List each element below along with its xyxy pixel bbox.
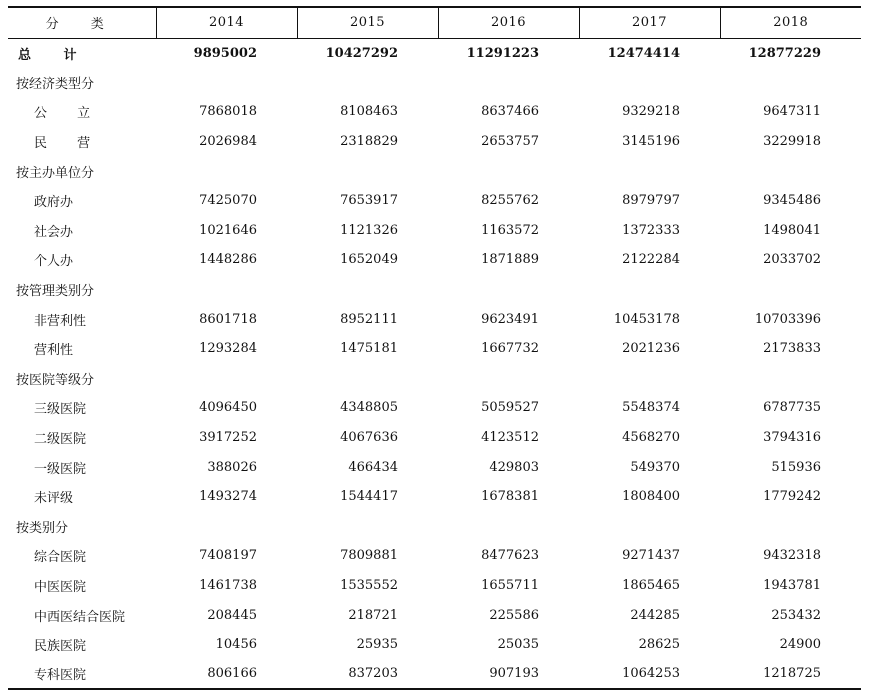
value-cell — [297, 364, 438, 394]
value-cell: 1475181 — [340, 341, 398, 357]
section-label: 按类别分 — [16, 520, 69, 536]
section-label: 按管理类别分 — [16, 284, 95, 300]
value-cell: 1218725 — [720, 659, 861, 689]
value-cell: 466434 — [348, 459, 398, 475]
value-cell — [579, 68, 720, 98]
table-row — [8, 304, 861, 334]
value-cell: 8477623 — [481, 548, 539, 564]
value-cell: 9329218 — [622, 104, 680, 120]
value-cell: 1678381 — [481, 489, 539, 505]
value-cell: 253432 — [771, 607, 821, 623]
value-cell: 907193 — [438, 659, 579, 689]
section-label: 按经济类型分 — [16, 76, 95, 92]
value-cell: 8108463 — [340, 104, 398, 120]
value-cell: 1535552 — [340, 577, 398, 593]
value-cell — [720, 364, 861, 394]
value-cell: 9623491 — [481, 311, 539, 327]
row-label: 三级医院 — [34, 402, 87, 418]
value-cell: 806166 — [156, 659, 297, 689]
value-cell — [156, 68, 297, 98]
table-row — [8, 334, 861, 364]
value-cell: 244285 — [630, 607, 680, 623]
value-cell: 1667732 — [481, 341, 539, 357]
value-cell: 1871889 — [481, 252, 539, 268]
category-column-header: 分 类 — [8, 7, 156, 38]
total-row — [8, 38, 861, 68]
value-cell: 1655711 — [481, 577, 539, 593]
value-cell — [156, 512, 297, 542]
value-cell: 25035 — [497, 637, 539, 653]
section-label: 按主办单位分 — [16, 165, 95, 181]
statistics-table-container — [8, 6, 861, 690]
value-cell: 4067636 — [340, 430, 398, 446]
value-cell: 1461738 — [199, 577, 257, 593]
row-label: 总 计 — [18, 47, 91, 63]
value-cell — [438, 68, 579, 98]
value-cell: 515936 — [771, 459, 821, 475]
section-label: 按医院等级分 — [16, 372, 95, 388]
value-cell — [438, 156, 579, 186]
hospital-statistics-table — [8, 6, 861, 690]
section-header-row — [8, 364, 861, 394]
value-cell: 12474414 — [607, 45, 680, 61]
table-body — [8, 38, 861, 689]
table-row — [8, 659, 861, 689]
value-cell: 28625 — [638, 637, 680, 653]
value-cell: 3794316 — [763, 430, 821, 446]
value-cell — [297, 68, 438, 98]
row-label: 非营利性 — [34, 313, 87, 329]
row-label: 二级医院 — [34, 432, 87, 448]
value-cell: 5059527 — [481, 400, 539, 416]
value-cell: 1021646 — [199, 222, 257, 238]
value-cell — [720, 68, 861, 98]
value-cell: 2033702 — [763, 252, 821, 268]
value-cell: 8601718 — [199, 311, 257, 327]
table-row — [8, 393, 861, 423]
value-cell: 9432318 — [763, 548, 821, 564]
value-cell — [579, 512, 720, 542]
value-cell: 1498041 — [763, 222, 821, 238]
value-cell: 4348805 — [340, 400, 398, 416]
value-cell — [297, 156, 438, 186]
value-cell: 8255762 — [481, 193, 539, 209]
value-cell: 9895002 — [193, 45, 257, 61]
section-header-row — [8, 512, 861, 542]
row-label: 未评级 — [34, 491, 74, 507]
table-row — [8, 186, 861, 216]
value-cell — [720, 512, 861, 542]
row-label: 个人办 — [34, 254, 74, 270]
row-label: 民 营 — [34, 136, 104, 152]
value-cell: 1808400 — [622, 489, 680, 505]
value-cell: 2026984 — [199, 134, 257, 150]
value-cell: 7809881 — [340, 548, 398, 564]
table-row — [8, 541, 861, 571]
value-cell: 2173833 — [763, 341, 821, 357]
value-cell: 24900 — [779, 637, 821, 653]
row-label: 政府办 — [34, 195, 74, 211]
section-header-row — [8, 156, 861, 186]
table-row — [8, 630, 861, 660]
value-cell — [297, 512, 438, 542]
year-column-header: 2017 — [579, 7, 720, 38]
table-row — [8, 600, 861, 630]
header-row — [8, 7, 861, 38]
value-cell: 429803 — [489, 459, 539, 475]
value-cell: 7653917 — [340, 193, 398, 209]
value-cell: 1163572 — [481, 222, 539, 238]
table-row — [8, 245, 861, 275]
value-cell: 9271437 — [622, 548, 680, 564]
year-column-header: 2015 — [297, 7, 438, 38]
value-cell: 1652049 — [340, 252, 398, 268]
value-cell: 8979797 — [622, 193, 680, 209]
year-column-header: 2016 — [438, 7, 579, 38]
value-cell: 7868018 — [199, 104, 257, 120]
value-cell: 837203 — [297, 659, 438, 689]
value-cell: 3229918 — [763, 134, 821, 150]
value-cell: 4123512 — [481, 430, 539, 446]
value-cell: 10703396 — [754, 311, 821, 327]
value-cell: 12877229 — [748, 45, 821, 61]
row-label: 公 立 — [34, 106, 104, 122]
table-row — [8, 571, 861, 601]
value-cell: 10427292 — [325, 45, 398, 61]
value-cell: 8952111 — [340, 311, 398, 327]
row-label: 营利性 — [34, 343, 74, 359]
value-cell: 4568270 — [622, 430, 680, 446]
value-cell — [156, 275, 297, 305]
table-row — [8, 482, 861, 512]
value-cell: 7425070 — [199, 193, 257, 209]
value-cell: 1544417 — [340, 489, 398, 505]
table-row — [8, 127, 861, 157]
value-cell: 10453178 — [613, 311, 680, 327]
value-cell — [156, 364, 297, 394]
row-label: 专科医院 — [8, 659, 156, 689]
value-cell — [720, 275, 861, 305]
value-cell — [579, 275, 720, 305]
value-cell — [720, 156, 861, 186]
table-header — [8, 7, 861, 38]
section-header-row — [8, 275, 861, 305]
row-label: 社会办 — [34, 224, 74, 240]
year-column-header: 2018 — [720, 7, 861, 38]
row-label: 中医医院 — [34, 579, 87, 595]
value-cell: 549370 — [630, 459, 680, 475]
section-header-row — [8, 68, 861, 98]
value-cell — [438, 512, 579, 542]
value-cell: 1865465 — [622, 577, 680, 593]
value-cell: 2122284 — [622, 252, 680, 268]
value-cell: 5548374 — [622, 400, 680, 416]
value-cell: 1448286 — [199, 252, 257, 268]
value-cell: 1064253 — [579, 659, 720, 689]
row-label: 综合医院 — [34, 550, 87, 566]
value-cell: 1293284 — [199, 341, 257, 357]
year-column-header: 2014 — [156, 7, 297, 38]
value-cell — [156, 156, 297, 186]
value-cell: 2318829 — [340, 134, 398, 150]
value-cell: 25935 — [356, 637, 398, 653]
value-cell: 1121326 — [340, 222, 398, 238]
value-cell: 7408197 — [199, 548, 257, 564]
value-cell — [438, 364, 579, 394]
value-cell: 1943781 — [763, 577, 821, 593]
value-cell: 6787735 — [763, 400, 821, 416]
value-cell: 10456 — [215, 637, 257, 653]
table-row — [8, 423, 861, 453]
value-cell: 1493274 — [199, 489, 257, 505]
value-cell: 9647311 — [763, 104, 821, 120]
value-cell: 8637466 — [481, 104, 539, 120]
table-row — [8, 216, 861, 246]
value-cell: 11291223 — [466, 45, 539, 61]
value-cell — [579, 156, 720, 186]
value-cell — [438, 275, 579, 305]
table-row — [8, 452, 861, 482]
value-cell: 3145196 — [622, 134, 680, 150]
value-cell: 2653757 — [481, 134, 539, 150]
table-row — [8, 97, 861, 127]
value-cell — [579, 364, 720, 394]
value-cell — [297, 275, 438, 305]
value-cell: 208445 — [207, 607, 257, 623]
value-cell: 225586 — [489, 607, 539, 623]
value-cell: 4096450 — [199, 400, 257, 416]
row-label: 中西医结合医院 — [34, 609, 126, 625]
row-label: 一级医院 — [34, 461, 87, 477]
value-cell: 388026 — [207, 459, 257, 475]
value-cell: 1372333 — [622, 222, 680, 238]
value-cell: 1779242 — [763, 489, 821, 505]
value-cell: 9345486 — [763, 193, 821, 209]
row-label: 民族医院 — [34, 639, 87, 655]
value-cell: 2021236 — [622, 341, 680, 357]
value-cell: 3917252 — [199, 430, 257, 446]
value-cell: 218721 — [348, 607, 398, 623]
